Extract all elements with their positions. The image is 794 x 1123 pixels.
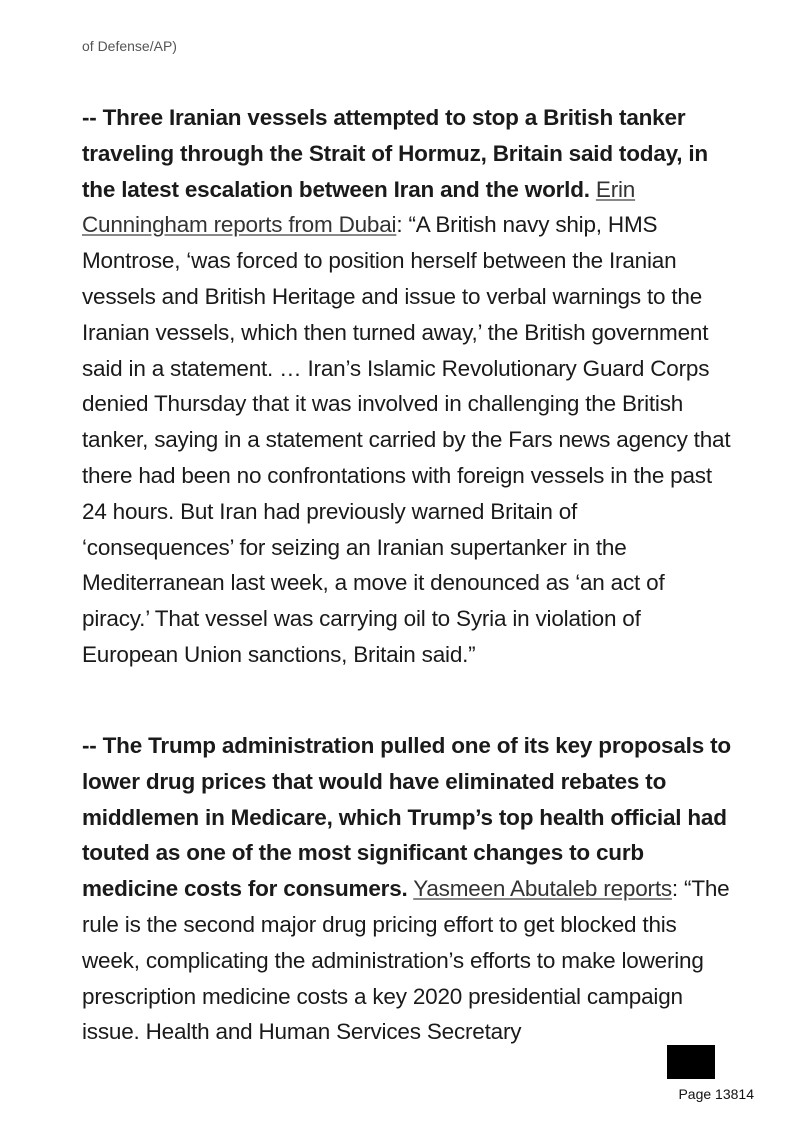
redaction-box: [667, 1045, 715, 1079]
news-item-body: : “A British navy ship, HMS Montrose, ‘was forced to position herself between the Iranian vessels and British Heritage and issue to verbal warnings to the Iranian vessels, which then turned away,’ the British government said in a statement. … Iran’s Islamic Revolutionary Guard Corps denied Thursday that it was involved in challenging the British tanker, saying in a statement carried by the Fars news agency that there had been no confrontations with foreign vessels in the past 24 hours. But Iran had previously warned Britain of ‘consequences’ for seizing an Iranian supertanker in the Mediterranean last week, a move it denounced as ‘an act of piracy.’ That vessel was carrying oil to Syria in violation of European Union sanctions, Britain said.”: [82, 212, 731, 667]
source-link-erin-cunningham[interactable]: Erin Cunningham reports from Dubai: [82, 176, 636, 238]
news-item-lead: -- Three Iranian vessels attempted to stop a British tanker traveling through the Strait of Hormuz, Britain said today, in the latest escalation between Iran and the world.: [82, 105, 708, 202]
page-number: Page 13814: [678, 1086, 754, 1102]
source-link-yasmeen-abutaleb[interactable]: Yasmeen Abutaleb reports: [413, 876, 672, 902]
news-item-lead: -- The Trump administration pulled one of its key proposals to lower drug prices that would have eliminated rebates to middlemen in Medicare, which Trump’s top health official had touted as one of the most significant changes to curb medicine costs for consumers.: [82, 733, 731, 902]
news-item-drug-prices: [82, 728, 732, 1050]
photo-caption-tail: of Defense/AP): [82, 38, 177, 54]
news-item-body: : “The rule is the second major drug pricing effort to get blocked this week, complicating the administration’s efforts to make lowering prescription medicine costs a key 2020 presidential campaign issue. Health and Human Services Secretary: [82, 876, 730, 1045]
news-item-iran-tanker: [82, 100, 732, 673]
